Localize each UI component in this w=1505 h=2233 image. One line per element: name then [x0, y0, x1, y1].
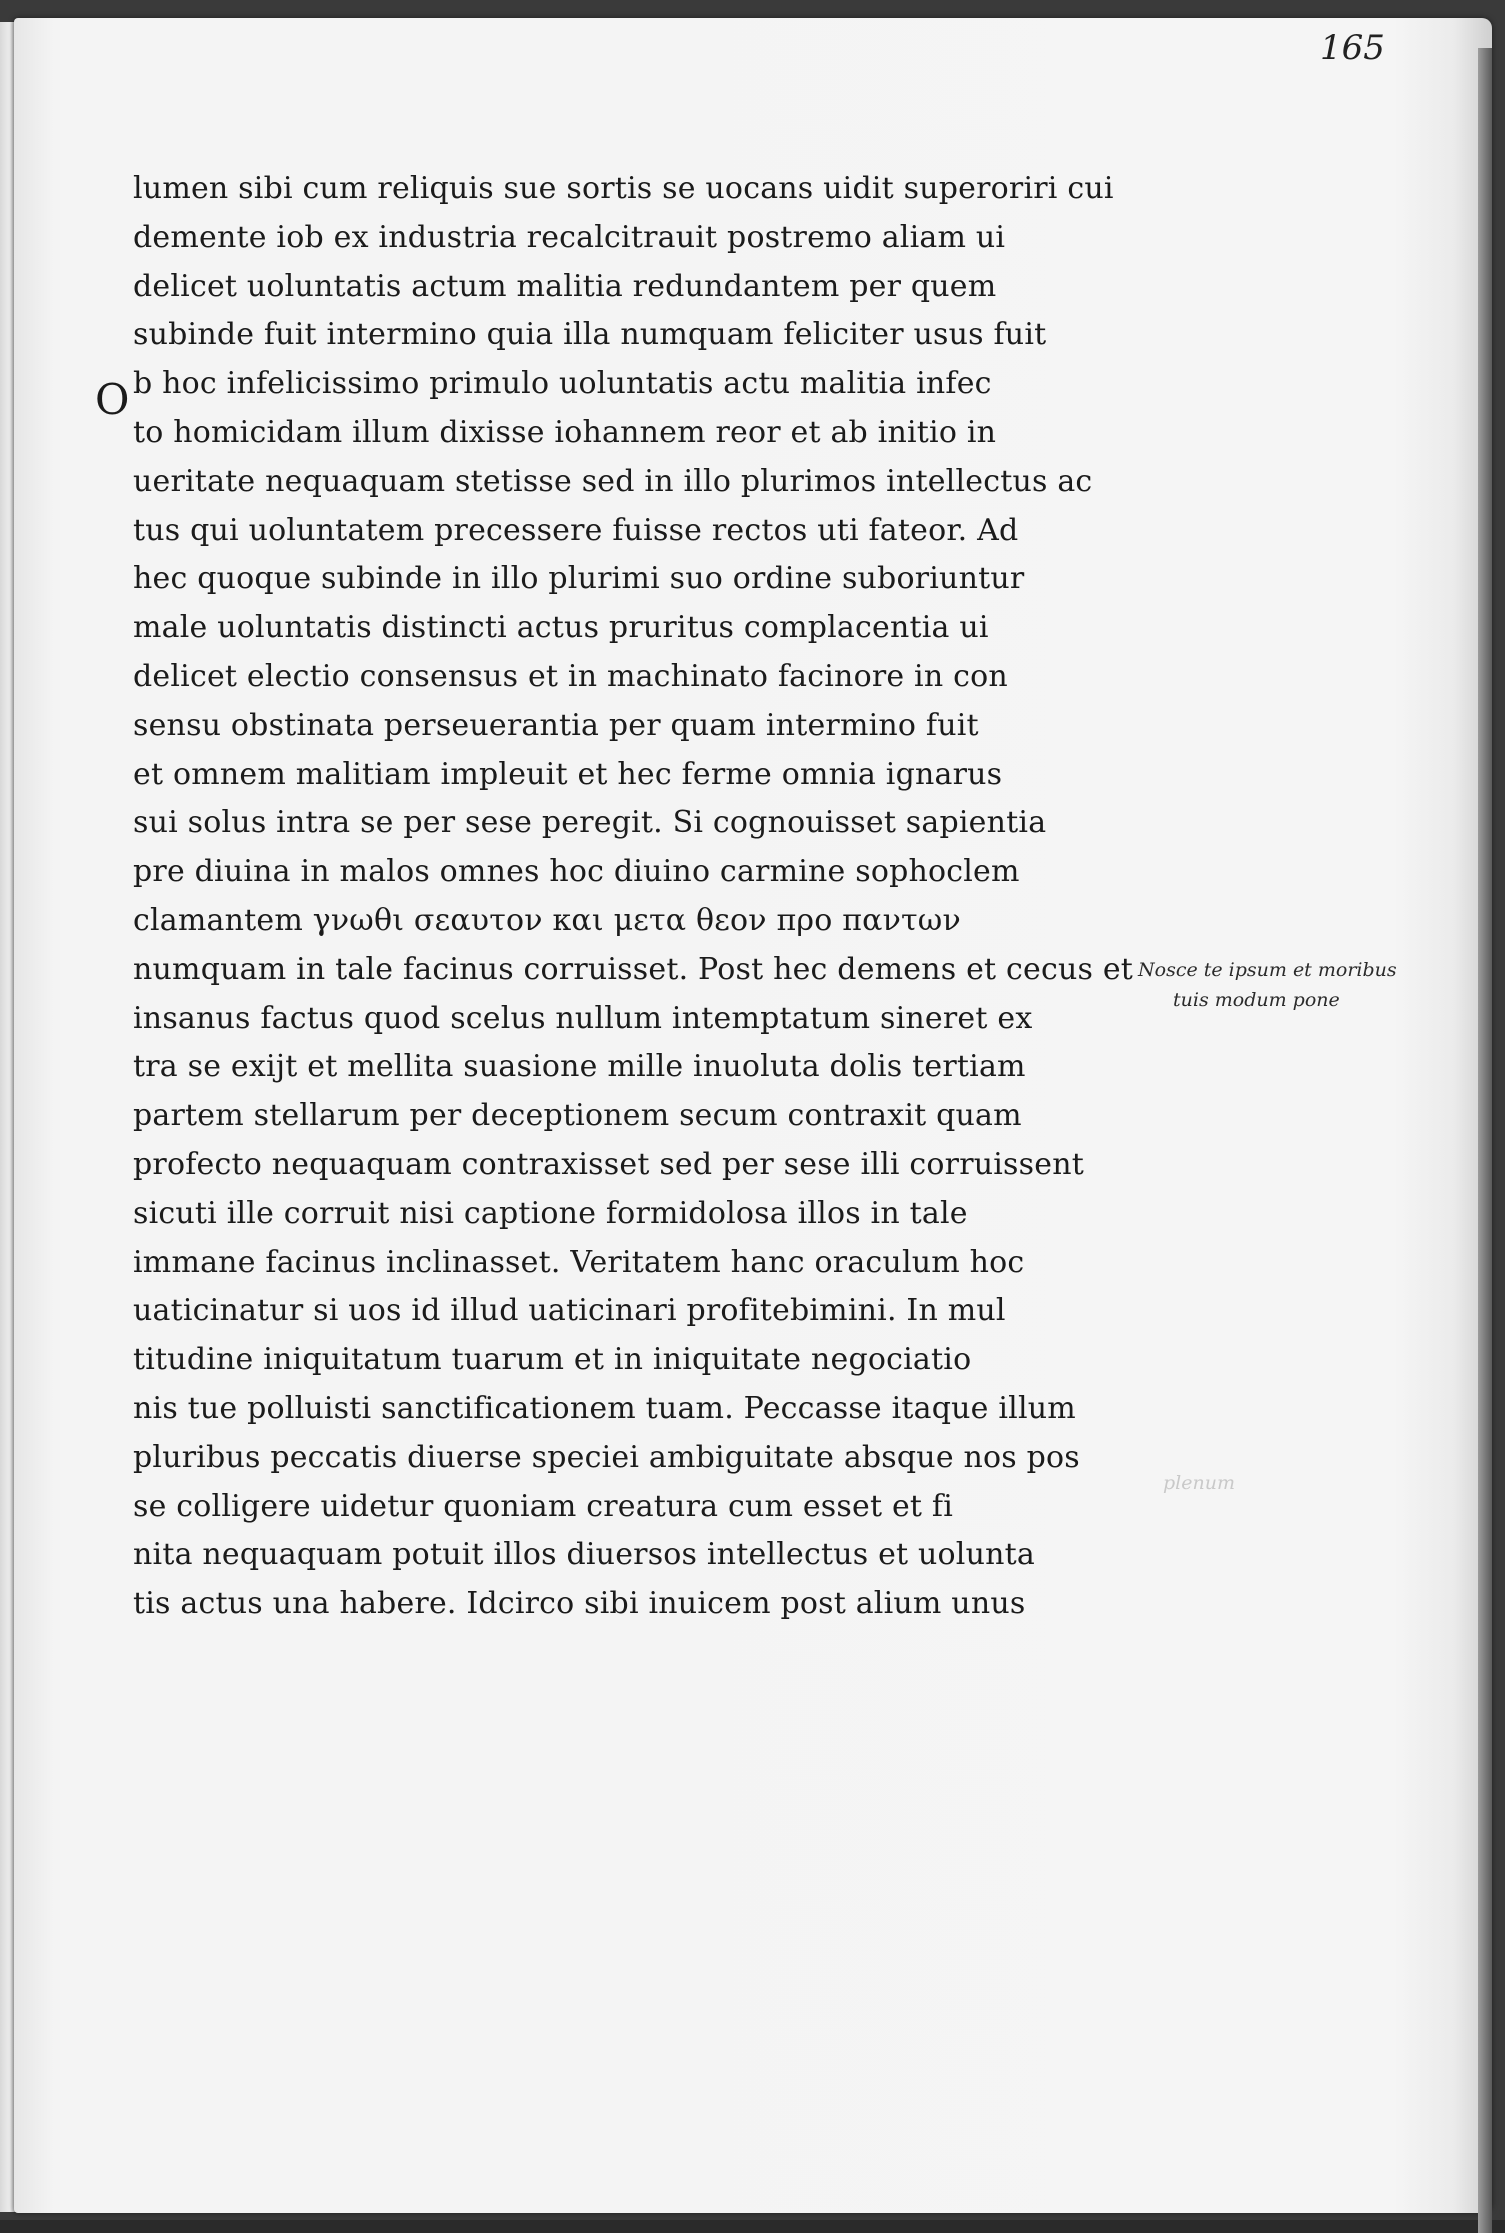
text-line: tis actus una habere. Idcirco sibi inuicem post alium unus — [133, 1586, 1026, 1622]
main-text-block — [133, 165, 1133, 1629]
text-line: tus qui uoluntatem precessere fuisse rectos uti fateor. Ad — [133, 512, 1019, 548]
gloss-line: Nosce te ipsum et moribus — [1138, 959, 1397, 981]
text-line: sicuti ille corruit nisi captione formidolosa illos in tale — [133, 1195, 968, 1231]
page-right-edge — [1478, 48, 1492, 2233]
text-line: partem stellarum per deceptionem secum contraxit quam — [133, 1098, 1022, 1134]
text-line: clamantem γνωθι σεαυτον και μετα θεον προ παντων — [133, 902, 961, 938]
text-line: pluribus peccatis diuerse speciei ambiguitate absque nos pos — [133, 1439, 1080, 1475]
folio-number: 165 — [1320, 28, 1385, 68]
text-line: titudine iniquitatum tuarum et in iniquitate negociatio — [133, 1342, 972, 1378]
initial-letter: O — [95, 375, 130, 424]
text-line: delicet electio consensus et in machinato facinore in con — [133, 658, 1008, 694]
text-line: male uoluntatis distincti actus pruritus complacentia ui — [133, 610, 989, 646]
text-line: se colligere uidetur quoniam creatura cum esset et fi — [133, 1488, 953, 1524]
text-line: ueritate nequaquam stetisse sed in illo plurimos intellectus ac — [133, 463, 1093, 499]
text-line: to homicidam illum dixisse iohannem reor et ab initio in — [133, 414, 997, 450]
text-line: subinde fuit intermino quia illa numquam feliciter usus fuit — [133, 317, 1047, 353]
text-line: pre diuina in malos omnes hoc diuino carmine sophoclem — [133, 854, 1020, 890]
text-line: nis tue polluisti sanctificationem tuam. Peccasse itaque illum — [133, 1390, 1076, 1426]
text-line: sui solus intra se per sese peregit. Si cognouisset sapientia — [133, 805, 1047, 841]
text-line: sensu obstinata perseuerantia per quam intermino fuit — [133, 707, 979, 743]
gloss-line: tuis modum pone — [1173, 989, 1340, 1011]
text-line: nita nequaquam potuit illos diuersos intellectus et uolunta — [133, 1537, 1035, 1573]
text-line: lumen sibi cum reliquis sue sortis se uocans uidit superoriri cui — [133, 171, 1114, 206]
text-line: immane facinus inclinasset. Veritatem hanc oraculum hoc — [133, 1244, 1025, 1280]
text-line: profecto nequaquam contraxisset sed per sese illi corruissent — [133, 1146, 1084, 1182]
text-line: hec quoque subinde in illo plurimi suo ordine suboriuntur — [133, 561, 1025, 597]
text-line: insanus factus quod scelus nullum intemptatum sineret ex — [133, 1000, 1033, 1036]
faint-marginal-note: plenum — [1163, 1472, 1235, 1494]
text-line: tra se exijt et mellita suasione mille inuoluta dolis tertiam — [133, 1049, 1026, 1085]
text-line: numquam in tale facinus corruisset. Post hec demens et cecus et — [133, 951, 1134, 987]
text-line: demente iob ex industria recalcitrauit postremo aliam ui — [133, 219, 1006, 255]
text-line: delicet uoluntatis actum malitia redundantem per quem — [133, 268, 997, 304]
text-line: et omnem malitiam impleuit et hec ferme omnia ignarus — [133, 756, 1003, 792]
marginal-gloss — [1138, 955, 1478, 1015]
text-line: uaticinatur si uos id illud uaticinari profitebimini. In mul — [133, 1293, 1006, 1329]
text-line: b hoc infelicissimo primulo uoluntatis actu malitia infec — [133, 366, 992, 402]
